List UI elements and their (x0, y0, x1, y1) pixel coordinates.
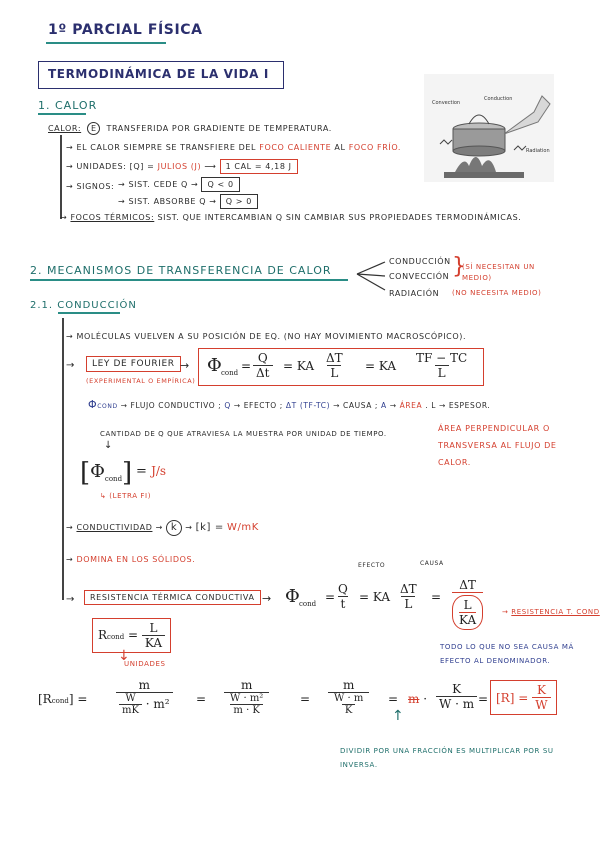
fourier-note: (EXPERIMENTAL O EMPÍRICA) (86, 377, 196, 385)
calor-definition (48, 122, 332, 135)
eq-ka-1: = KA (283, 359, 315, 373)
brace-medium: } (452, 254, 466, 279)
rcond-box: Rcond = $\frac{L}{KA}$ (92, 618, 171, 653)
causa-label: CAUSA (420, 560, 444, 567)
heat-direction-al: AL (334, 143, 346, 152)
hot-focus: FOCO CALIENTE (259, 143, 332, 152)
fourier-law-box: LEY DE FOURIER (86, 356, 181, 372)
unidades-label: UNIDADES (124, 660, 166, 668)
fourier-legend: ΦCOND → FLUJO CONDUCTIVO ; Q → EFECTO ; ΔT (TF-TC) → CAUSA ; A → ÁREA . L → ESPESOR. (88, 398, 491, 411)
area-note: ÁREA PERPENDICULAR O TRANSVERSA AL FLUJO DE CALOR. (438, 424, 557, 467)
fraction-temp-L: $\frac{TF - TC}{L}$ (416, 351, 468, 380)
title-underline (46, 42, 166, 44)
dividir-note: DIVIDIR POR UNA FRACCIÓN ES MULTIPLICAR POR SU INVERSA. (340, 747, 554, 769)
todo-note: TODO LO QUE NO SEA CAUSA MÁ EFECTO AL DENOMINADOR. (440, 643, 574, 665)
calor-definition-text: TRANSFERIDA POR GRADIENTE DE TEMPERATURA. (106, 124, 332, 133)
domina-line: → DOMINA EN LOS SÓLIDOS. (66, 555, 196, 564)
eq-ka-2: = KA (365, 359, 397, 373)
sign-cede-text: SIST. CEDE Q (128, 180, 188, 189)
legend-espesor: ESPESOR. (448, 401, 491, 410)
molecules-text: MOLÉCULAS VUELVEN A SU POSICIÓN DE EQ. (NO HAY MOVIMIENTO MACROSCÓPICO). (76, 332, 467, 341)
letra-fi-text: (LETRA FI) (109, 492, 152, 500)
signs-label-text: SIGNOS: (76, 182, 115, 191)
calor-label: CALOR: (48, 124, 82, 133)
legend-l: L (431, 401, 436, 410)
resist-label-text: RESISTENCIA T. COND (511, 608, 600, 616)
mecanismos-branch-arrows (355, 258, 389, 294)
fraction-q-dt: $\frac{Q}{\Delta t}$ (253, 351, 273, 380)
legend-a: A (381, 401, 387, 410)
phi-units: [Φcond] = J/s (80, 458, 167, 488)
units-line: → UNIDADES: [Q] = JULIOS (J) ⟶ 1 CAL = 4,18 J (66, 162, 298, 171)
k-units-lhs: [k] = (195, 522, 224, 533)
phi-symbol: Φ (207, 355, 222, 376)
resistencia-arrow: → (66, 594, 75, 605)
quantity-note: CANTIDAD DE Q QUE ATRAVIESA LA MUESTRA POR UNIDAD DE TIEMPO. (100, 430, 387, 438)
fourier-arrow: → (66, 360, 75, 371)
sign-absorbe: → SIST. ABSORBE Q → Q > 0 (118, 197, 258, 206)
radiation-caption: Radiation (526, 148, 550, 154)
resistencia-box: RESISTENCIA TÉRMICA CONDUCTIVA (84, 590, 261, 605)
section-heading-mecanismos: 2. MECANISMOS DE TRANSFERENCIA DE CALOR (30, 264, 332, 277)
focos-text: SIST. QUE INTERCAMBIAN Q SIN CAMBIAR SUS PROPIEDADES TERMODINÁMICAS. (157, 213, 522, 222)
resistencia-fraction: ΔT $\frac{L}{KA}$ (452, 578, 483, 630)
legend-dT: ΔT (TF-TC) (285, 401, 331, 410)
topic-title: TERMODINÁMICA DE LA VIDA I (48, 67, 269, 81)
molecules-line: → MOLÉCULAS VUELVEN A SU POSICIÓN DE EQ. (NO HAY MOVIMIENTO MACROSCÓPICO). (66, 332, 467, 341)
quantity-arrow: ↓ (104, 440, 113, 451)
legend-phi: Φ (88, 398, 98, 411)
conductividad-label: CONDUCTIVIDAD (76, 523, 153, 532)
mecanismos-underline (30, 279, 348, 281)
phi-subscript: cond (221, 369, 239, 377)
mecanismo-radiacion: RADIACIÓN (389, 289, 440, 298)
signs-label: → SIGNOS: (66, 182, 115, 191)
conduccion-underline (58, 312, 120, 314)
cold-focus: FOCO FRÍO. (348, 143, 402, 152)
convection-caption: Convection (432, 100, 461, 106)
page-title: 1º PARCIAL FÍSICA (48, 22, 203, 38)
conduccion-bracket (62, 318, 64, 600)
efecto-label: EFECTO (358, 562, 386, 569)
calor-bracket (60, 135, 62, 219)
sign-cede: → SIST. CEDE Q → Q < 0 (118, 180, 240, 189)
k-circle: k (166, 520, 182, 536)
conductividad-line: → CONDUCTIVIDAD → k → [k] = W/mK (66, 520, 259, 536)
mecanismo-conveccion: CONVECCIÓN (389, 272, 450, 281)
heat-direction-text: EL CALOR SIEMPRE SE TRANSFIERE DEL (76, 143, 257, 152)
calorie-conversion-box: 1 CAL = 4,18 J (220, 159, 298, 174)
units-value: JULIOS (J) (157, 162, 202, 171)
sign-negative-box: Q < 0 (201, 177, 239, 192)
fraction-dT-L: $\frac{\Delta T}{L}$ (326, 351, 343, 380)
legend-flujo: FLUJO CONDUCTIVO (130, 401, 216, 410)
legend-causa: CAUSA (343, 401, 372, 410)
legend-area: ÁREA (399, 401, 423, 410)
conduction-caption: Conduction (484, 96, 513, 102)
units-result-lhs: [R] = (496, 690, 529, 705)
sign-positive-box: Q > 0 (220, 194, 258, 209)
resistencia-to-eq-arrow: → (262, 592, 272, 605)
phi-units-value: J/s (151, 464, 167, 478)
focos-label: FOCOS TÉRMICOS: (70, 213, 155, 222)
section-heading-calor: 1. CALOR (38, 99, 98, 112)
domina-text: DOMINA EN LOS SÓLIDOS. (76, 555, 196, 564)
k-units-value: W/mK (226, 522, 259, 533)
fourier-equation-box: Φ cond = $\frac{Q}{\Delta t}$ = KA $\frac{\Delta T}{L}$ = KA $\frac{TF - TC}{L}$ (198, 348, 484, 386)
no-medium-note: (NO NECESITA MEDIO) (452, 289, 542, 297)
units-derivation: [Rcond] = m $\frac{W}{mK}$ · m² = $\frac{m}{\frac{\text{W · m²}}{m \cdot K}}$ = $\frac{m}{\frac{W \cdot m}{K}}$ = m · $\frac{K}{W \cdot m}$ = [R] = $\frac{K}{W}$ (38, 678, 578, 734)
need-medium-note: (SÍ NECESITAN UN MEDIO) (462, 263, 535, 282)
unidades-arrow: ↓ (118, 648, 130, 664)
legend-efecto: EFECTO (243, 401, 277, 410)
fourier-to-eq-arrow: → (180, 359, 190, 372)
mecanismo-conduccion: CONDUCCIÓN (389, 257, 451, 266)
section-heading-conduccion: 2.1. CONDUCCIÓN (30, 300, 137, 311)
calor-underline (38, 113, 86, 115)
units-label: UNIDADES: [Q] = (76, 162, 155, 171)
heat-direction-line: → EL CALOR SIEMPRE SE TRANSFIERE DEL FOCO CALIENTE AL FOCO FRÍO. (66, 143, 402, 152)
sign-absorbe-text: SIST. ABSORBE Q (128, 197, 207, 206)
letra-fi-note: ↳ (LETRA FI) (100, 492, 152, 500)
energy-circle: E (87, 122, 100, 135)
focos-line: → FOCOS TÉRMICOS: SIST. QUE INTERCAMBIAN Q SIN CAMBIAR SUS PROPIEDADES TERMODINÁMICAS. (60, 213, 522, 222)
resistencia-t-cond-label: → RESISTENCIA T. COND (502, 608, 600, 616)
heat-transfer-illustration (424, 74, 554, 182)
dividir-arrow: ↑ (392, 708, 404, 724)
